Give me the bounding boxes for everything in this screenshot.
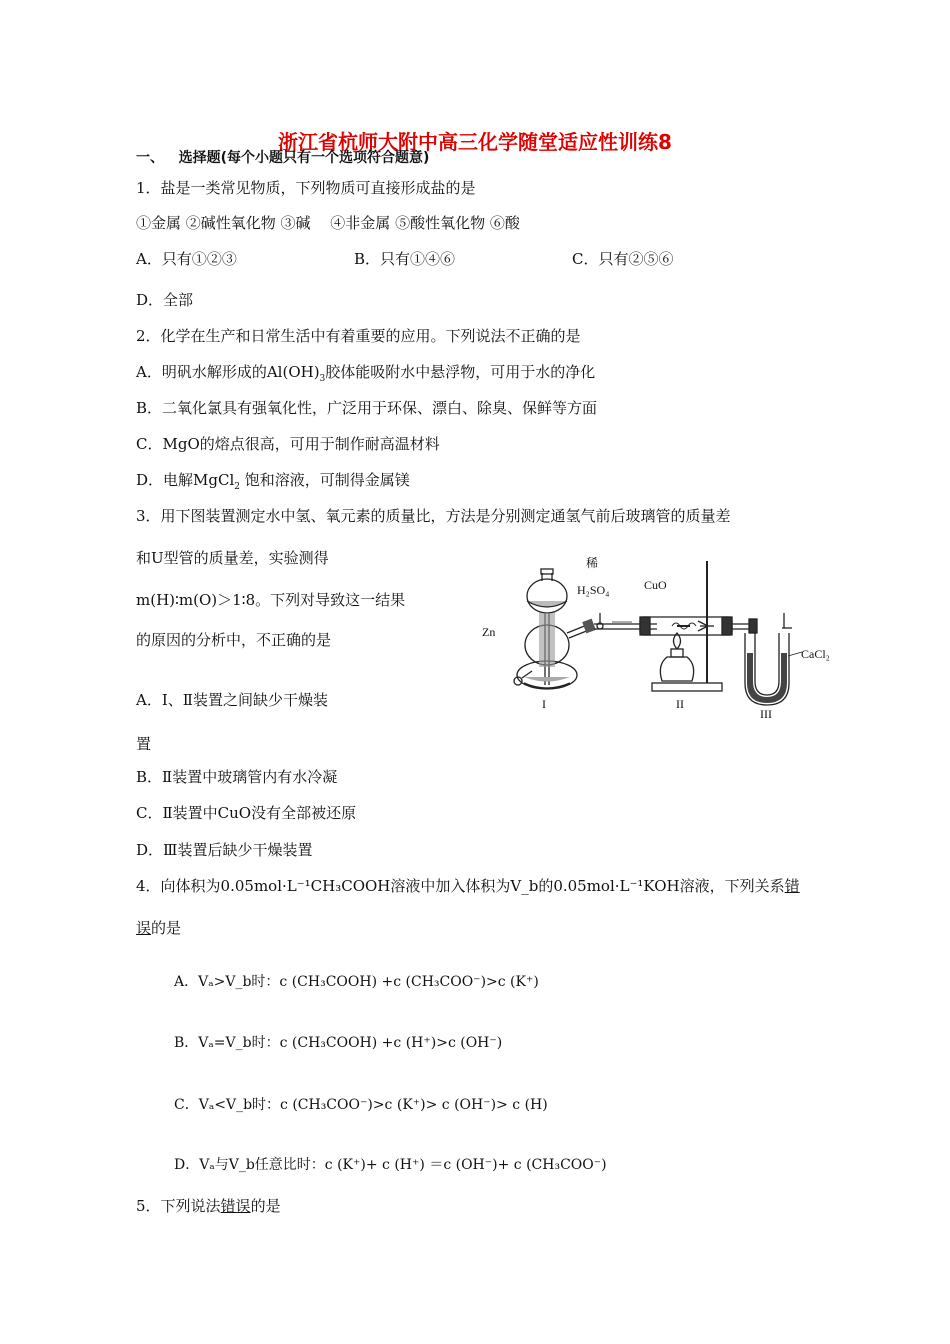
q4-option-c: C．Vₐ<V_b时：c (CH₃COO⁻)>c (K⁺)> c (OH⁻)> c (H) [174,1097,548,1113]
section-label: 选择题(每个小题只有一个选项符合题意) [178,150,430,166]
q1-stem: 1．盐是一类常见物质，下列物质可直接形成盐的是 [136,179,476,197]
q2-stem: 2．化学在生产和日常生活中有着重要的应用。下列说法不正确的是 [136,327,581,345]
label-dilute: 稀 [586,556,599,570]
q2-option-c: C．MgO的熔点很高，可用于制作耐高温材料 [136,435,440,453]
q2-option-d: D．电解MgCl$_2$ 饱和溶液，可制得金属镁 [136,471,410,492]
q1-option-b: B．只有①④⑥ [354,250,456,268]
section-number: 一、 [136,150,164,166]
alcohol-lamp [660,633,693,681]
q4-option-b: B．Vₐ=V_b时：c (CH₃COOH) +c (H⁺)>c (OH⁻) [174,1035,503,1051]
q3-option-d: D．Ⅲ装置后缺少干燥装置 [136,841,313,859]
label-cacl2: CaCl₂ [801,647,830,661]
q2-option-b: B．二氧化氯具有强氧化性，广泛用于环保、漂白、除臭、保鲜等方面 [136,399,598,417]
q2-option-a: A．明矾水解形成的$Al(OH)_3$胶体能吸附水中悬浮物，可用于水的净化 [136,363,596,384]
q4-stem-line1: 4．向体积为0.05mol·L⁻¹CH₃COOH溶液中加入体积为V_b的0.05mol·L⁻¹KOH溶液，下列关系错 [136,877,800,895]
section-heading [136,148,429,168]
label-cuo: CuO [644,578,667,592]
label-zn: Zn [482,625,496,639]
q1-option-c: C．只有②⑤⑥ [572,250,674,268]
q3-option-a: A．Ⅰ、Ⅱ装置之间缺少干燥装 [136,691,328,709]
page-title: 浙江省杭师大附中高三化学随堂适应性训练8 [278,130,672,154]
combustion-tube [640,617,732,635]
q5-stem: 5．下列说法错误的是 [136,1197,281,1215]
q4-option-a: A．Vₐ>V_b时：c (CH₃COOH) +c (CH₃COO⁻)>c (K⁺) [174,974,539,990]
q3-stem-line2: 和U型管的质量差，实验测得 [136,549,329,567]
q1-option-a: A．只有①②③ [136,250,237,268]
q4-stem-line2: 误的是 [136,919,182,937]
q3-stem-line4: 的原因的分析中，不正确的是 [136,631,332,649]
q3-option-c: C．Ⅱ装置中CuO没有全部被还原 [136,804,357,822]
q1-option-d: D．全部 [136,291,194,309]
q3-option-b: B．Ⅱ装置中玻璃管内有水冷凝 [136,768,338,786]
label-apparatus-3: III [760,707,772,718]
q4-option-d: D．Vₐ与V_b任意比时：c (K⁺)+ c (H⁺) ＝c (OH⁻)+ c (CH₃COO⁻) [174,1157,607,1173]
label-apparatus-2: II [676,697,684,711]
q3-option-a-cont: 置 [136,735,152,753]
label-h2so4: H₂SO₄ [577,583,610,597]
q3-stem-line3: m(H)∶m(O)＞1∶8。下列对导致这一结果 [136,591,406,609]
label-apparatus-1: I [542,697,546,711]
apparatus-figure [462,553,847,718]
q3-stem-line1: 3．用下图装置测定水中氢、氧元素的质量比，方法是分别测定通氢气前后玻璃管的质量差 [136,507,731,525]
q1-items: ①金属 ②碱性氧化物 ③碱 ④非金属 ⑤酸性氧化物 ⑥酸 [136,214,520,232]
